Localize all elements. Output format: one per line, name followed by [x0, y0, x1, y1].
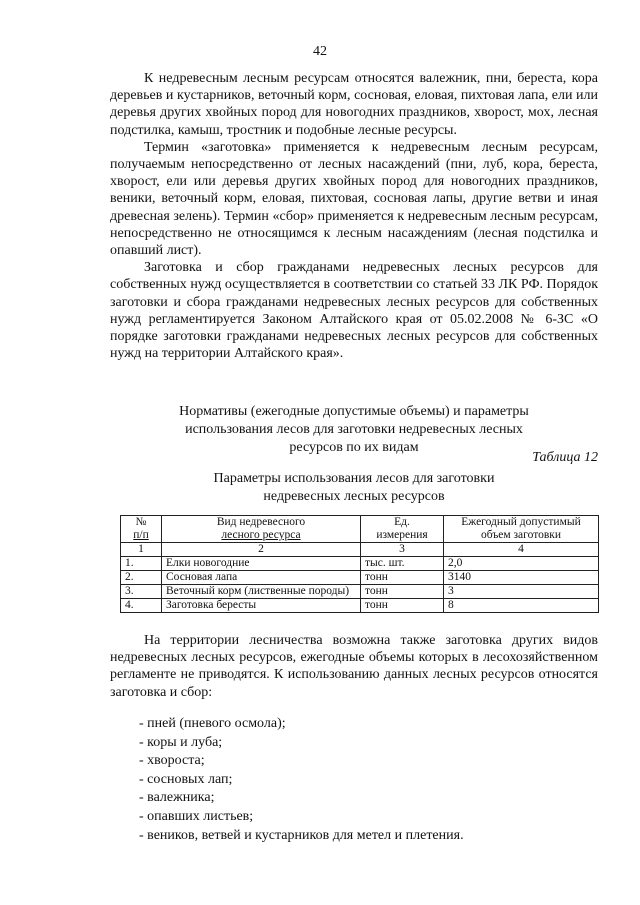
- header-line: п/п: [133, 529, 149, 541]
- norm-heading-line: ресурсов по их видам: [289, 440, 419, 455]
- paragraph-2: Термин «заготовка» применяется к недревесным лесным ресурсам, получаемым непосредственно от лесных насаждений (пни, луб, кора, береста, хворост, ели или деревья других хвойных пород для новогодних праздников, веники, веточный корм, еловая, пихтовая, сосновая лапы, другие ветви и иная древесная зелень). Термин «сбор» применяется к недревесным лесным ресурсам, непосредственно не относящимся к лесным насаждениям (лесная подстилка и опавший лист).: [110, 139, 598, 259]
- table-title: [110, 470, 598, 506]
- page-number: 42: [313, 44, 327, 59]
- cell-number: 3.: [121, 585, 162, 599]
- table-row: [121, 571, 599, 585]
- cell-resource: Елки новогодние: [162, 557, 361, 571]
- cell-volume: 8: [444, 599, 599, 613]
- cell-volume: 3140: [444, 571, 599, 585]
- list-item: - валежника;: [139, 789, 464, 808]
- paragraph-1: К недревесным лесным ресурсам относятся валежник, пни, береста, кора деревьев и кустарников, веточный корм, сосновая, еловая, пихтовая лапа, ели или деревья других хвойных пород для новогодних праздников, хворост, мох, лесная подстилка, камыш, тростник и подобные лесные ресурсы.: [110, 71, 598, 138]
- table-title-line: Параметры использования лесов для заготовки: [213, 471, 495, 486]
- cell-number: 4.: [121, 599, 162, 613]
- header-number: [121, 516, 162, 543]
- norm-heading: [110, 403, 598, 457]
- paragraph-after: На территории лесничества возможна также заготовка других видов недревесных лесных ресурсов, ежегодные объемы которых в лесохозяйственном регламенте не приводятся. К использованию данных лесных ресурсов относятся заготовка и сбор:: [110, 633, 598, 700]
- cell-volume: 3: [444, 585, 599, 599]
- list-item: - веников, ветвей и кустарников для метел и плетения.: [139, 827, 464, 846]
- cell-unit: тонн: [361, 585, 444, 599]
- list-item: - хвороста;: [139, 752, 464, 771]
- list-item: - коры и луба;: [139, 734, 464, 753]
- header-unit: [361, 516, 444, 543]
- header-line: измерения: [376, 529, 428, 541]
- body-text-after: [110, 632, 598, 701]
- colnum-cell: 2: [162, 543, 361, 557]
- header-line: Ед.: [394, 516, 410, 528]
- norm-heading-line: Нормативы (ежегодные допустимые объемы) и параметры: [179, 404, 529, 419]
- header-line: №: [135, 516, 147, 528]
- cell-number: 2.: [121, 571, 162, 585]
- table-title-line: недревесных лесных ресурсов: [263, 489, 445, 504]
- table-row: [121, 585, 599, 599]
- list-item: - сосновых лап;: [139, 771, 464, 790]
- resource-list: [139, 715, 464, 845]
- header-line: лесного ресурса: [221, 529, 301, 541]
- cell-resource: Веточный корм (лиственные породы): [162, 585, 361, 599]
- header-resource: [162, 516, 361, 543]
- table-row: [121, 599, 599, 613]
- table-header-row: [121, 516, 599, 543]
- table-row: [121, 557, 599, 571]
- header-line: объем заготовки: [481, 529, 561, 541]
- table-colnum-row: [121, 543, 599, 557]
- colnum-cell: 3: [361, 543, 444, 557]
- header-volume: [444, 516, 599, 543]
- cell-unit: тонн: [361, 571, 444, 585]
- table-label: Таблица 12: [532, 450, 598, 465]
- cell-number: 1.: [121, 557, 162, 571]
- body-text: [110, 70, 598, 362]
- cell-volume: 2,0: [444, 557, 599, 571]
- colnum-cell: 1: [121, 543, 162, 557]
- norm-heading-line: использования лесов для заготовки недревесных лесных: [185, 422, 523, 437]
- cell-unit: тыс. шт.: [361, 557, 444, 571]
- resources-table: [120, 515, 599, 613]
- header-line: Ежегодный допустимый: [461, 516, 581, 528]
- cell-resource: Заготовка бересты: [162, 599, 361, 613]
- paragraph-3: Заготовка и сбор гражданами недревесных лесных ресурсов для собственных нужд осуществляется в соответствии со статьей 33 ЛК РФ. Порядок заготовки и сбора гражданами недревесных лесных ресурсов для собственных нужд регламентируется Законом Алтайского края от 05.02.2008 № 6-ЗС «О порядке заготовки гражданами недревесных лесных ресурсов для собственных нужд на территории Алтайского края».: [110, 260, 598, 362]
- cell-unit: тонн: [361, 599, 444, 613]
- header-line: Вид недревесного: [216, 516, 306, 528]
- list-item: - пней (пневого осмола);: [139, 715, 464, 734]
- cell-resource: Сосновая лапа: [162, 571, 361, 585]
- colnum-cell: 4: [444, 543, 599, 557]
- list-item: - опавших листьев;: [139, 808, 464, 827]
